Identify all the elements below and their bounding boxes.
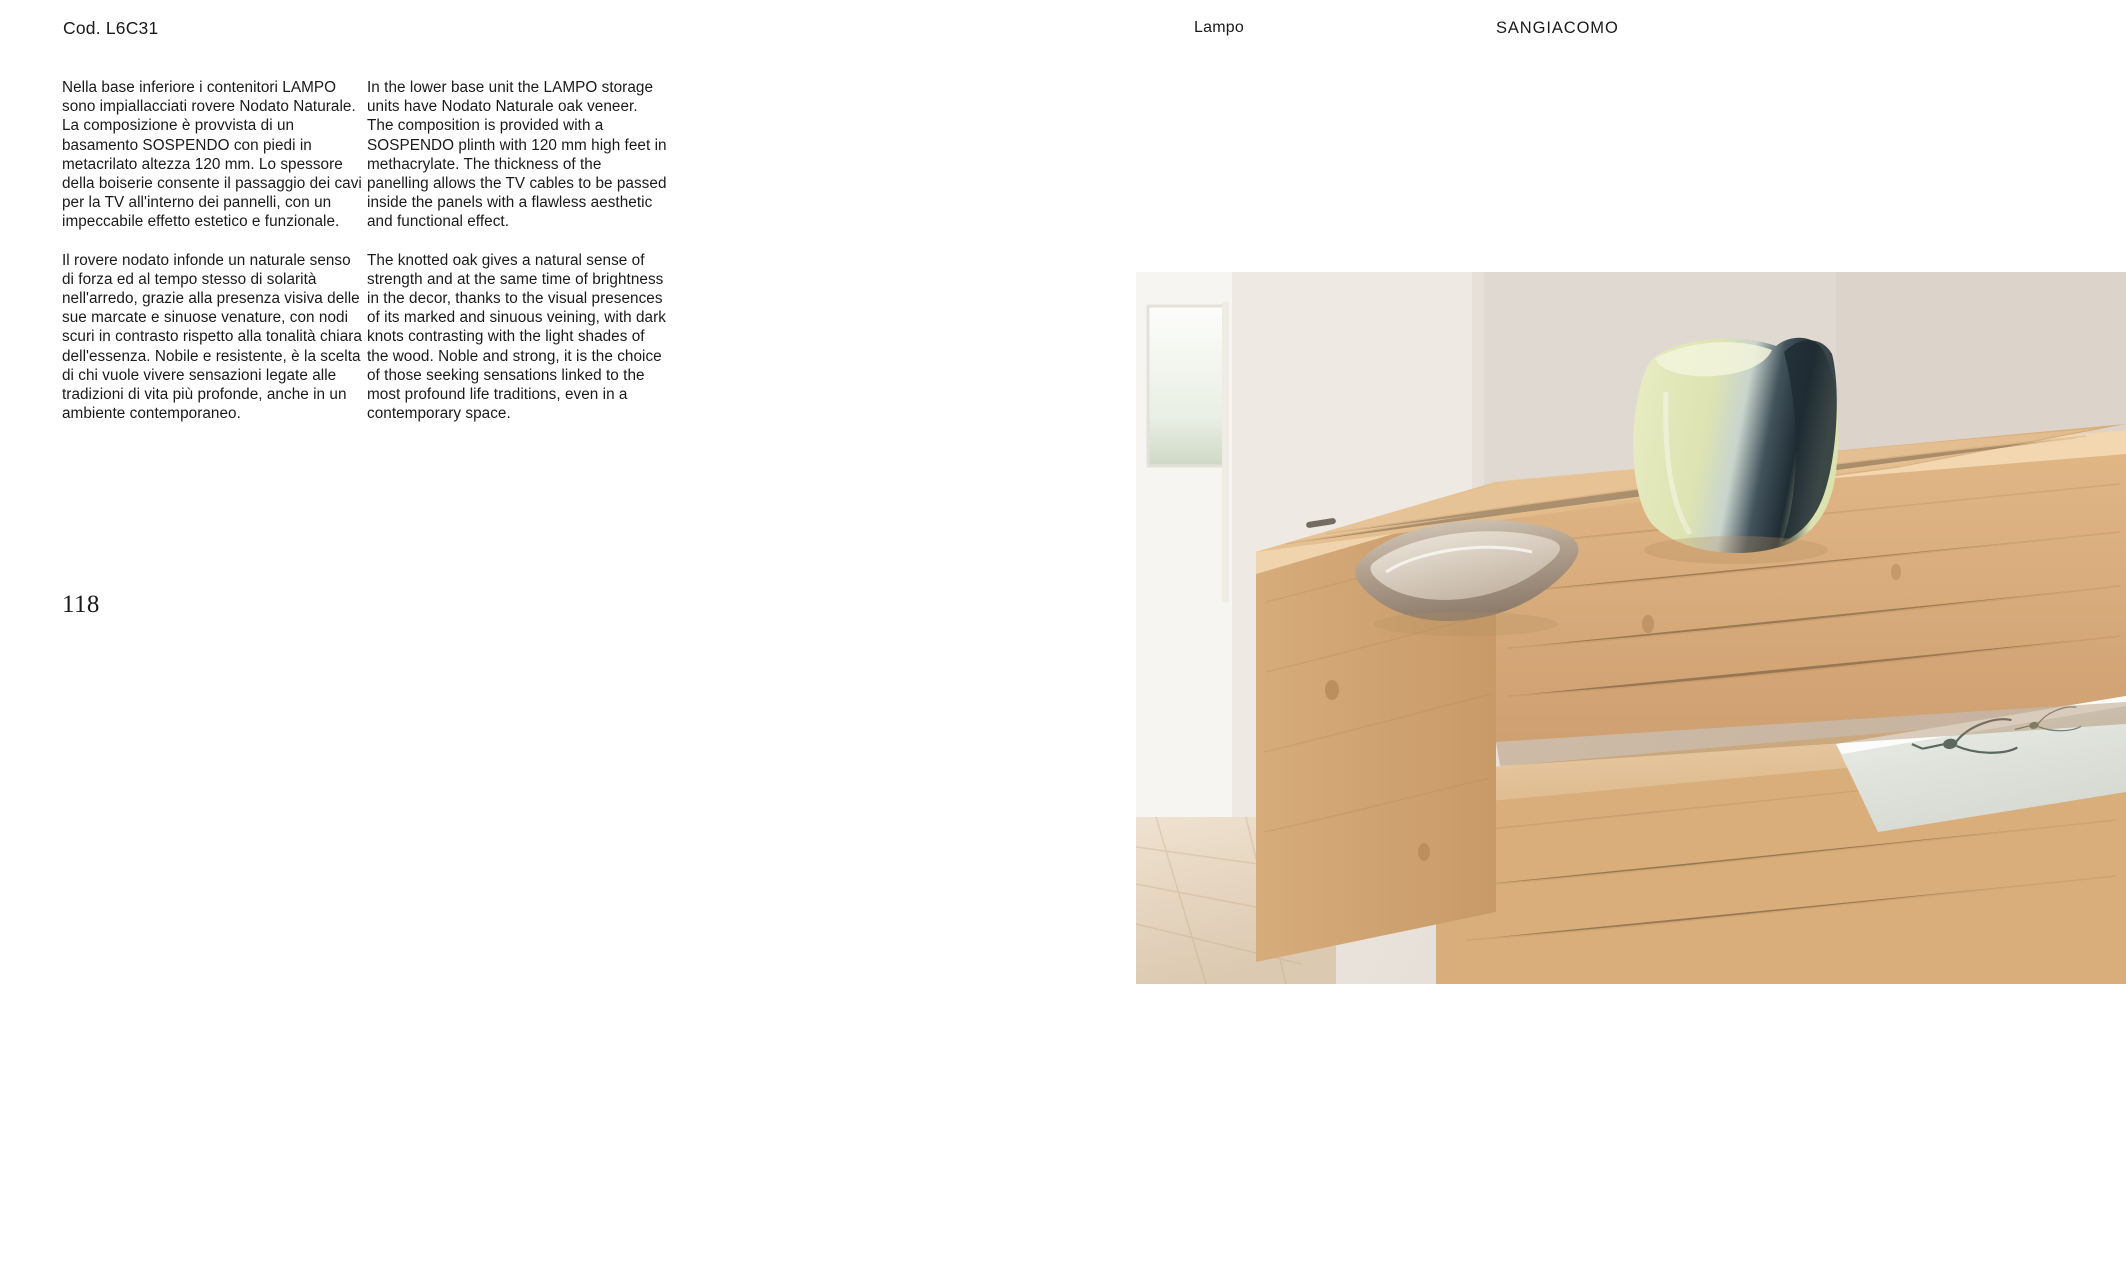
text-column-english	[367, 78, 667, 423]
product-code: Cod. L6C31	[63, 18, 159, 38]
english-paragraph-1: In the lower base unit the LAMPO storage units have Nodato Naturale oak veneer. The composition is provided with a SOSPENDO plinth with 120 mm high feet in methacrylate. The thickness of the panelling allows the TV cables to be passed inside the panels with a flawless aesthetic and functional effect.	[367, 79, 667, 231]
ceramic-vase-decor	[1633, 338, 1838, 564]
product-photograph	[1136, 272, 2126, 984]
collection-name: Lampo	[1194, 19, 1244, 36]
text-column-italian	[62, 78, 362, 423]
brand-name: SANGIACOMO	[1496, 19, 1619, 37]
english-paragraph-2: The knotted oak gives a natural sense of strength and at the same time of brightness in the decor, thanks to the visual presences of its marked and sinuous veining, with dark knots contrasting with the light shades of the wood. Noble and strong, it is the choice of those seeking sensations linked to the most profound life traditions, even in a contemporary space.	[367, 251, 666, 423]
photo-illustration	[1136, 272, 2126, 984]
page-number: 118	[62, 591, 100, 618]
page-header	[0, 0, 2126, 60]
italian-paragraph-2: Il rovere nodato infonde un naturale senso di forza ed al tempo stesso di solarità nell'arredo, grazie alla presenza visiva delle sue marcate e sinuose venature, con nodi scuri in contrasto rispetto alla tonalità chiara dell'essenza. Nobile e resistente, è la scelta di chi vuole vivere sensazioni legate alle tradizioni di vita più profonde, anche in un ambiente contemporaneo.	[62, 251, 362, 423]
italian-paragraph-1: Nella base inferiore i contenitori LAMPO sono impiallacciati rovere Nodato Naturale. La composizione è provvista di un basamento SOSPENDO con piedi in metacrilato altezza 120 mm. Lo spessore della boiserie consente il passaggio dei cavi per la TV all'interno dei pannelli, con un impeccabile effetto estetico e funzionale.	[62, 79, 362, 231]
